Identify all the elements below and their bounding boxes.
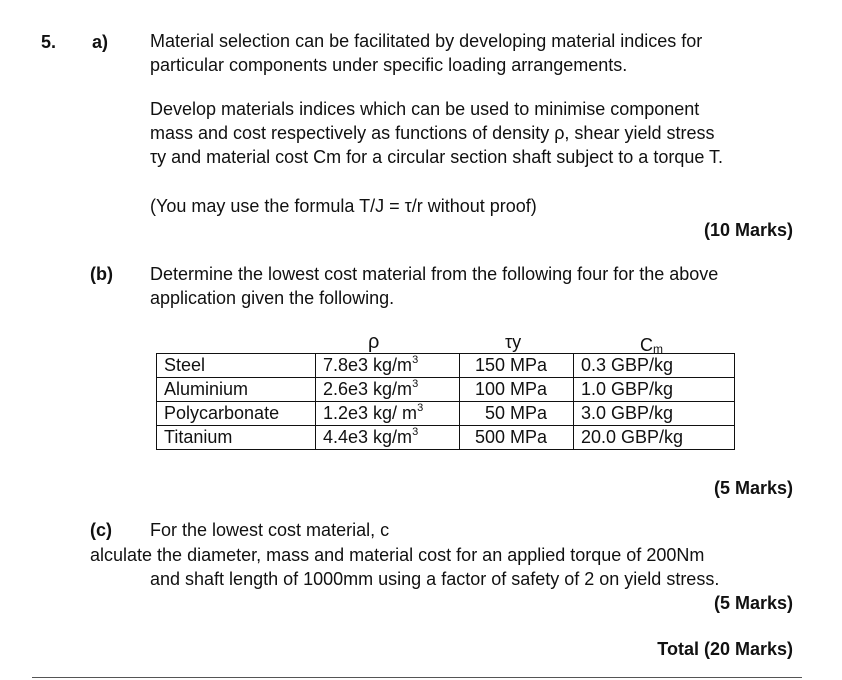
shear-yield-cell: 50 MPa	[460, 402, 574, 426]
density-exponent: 3	[412, 354, 419, 366]
table-row	[157, 402, 735, 426]
table-row	[157, 426, 735, 450]
part-a-text-line: τy and material cost Cm for a circular section shaft subject to a torque T.	[150, 147, 724, 167]
shear-yield-cell: 150 MPa	[460, 354, 574, 378]
part-c-marks: (5 Marks)	[713, 593, 793, 613]
cost-header-subscript: m	[653, 342, 663, 356]
material-name-cell: Titanium	[157, 426, 316, 450]
part-b-text-line: Determine the lowest cost material from the following four for the above	[150, 264, 719, 284]
part-a-text-line: Material selection can be facilitated by developing material indices for	[150, 31, 703, 51]
part-b-text-line: application given the following.	[150, 288, 395, 308]
question-number: 5.	[41, 32, 57, 52]
cost-cell: 20.0 GBP/kg	[574, 426, 735, 450]
cost-cell: 3.0 GBP/kg	[574, 402, 735, 426]
material-name-cell: Polycarbonate	[157, 402, 316, 426]
density-cell	[316, 426, 460, 450]
part-b-label: (b)	[90, 264, 113, 284]
shear-yield-cell: 500 MPa	[460, 426, 574, 450]
part-a-text-line: mass and cost respectively as functions of density ρ, shear yield stress	[150, 123, 715, 143]
cost-cell: 1.0 GBP/kg	[574, 378, 735, 402]
part-c-text-line: alculate the diameter, mass and material cost for an applied torque of 200Nm	[90, 545, 705, 565]
table-header-density: ρ	[368, 331, 380, 353]
material-properties-table	[156, 353, 735, 450]
bottom-divider	[32, 677, 802, 678]
table-header-shear-yield: τy	[505, 332, 522, 352]
density-value: 2.6e3 kg/m	[323, 379, 413, 399]
cost-cell: 0.3 GBP/kg	[574, 354, 735, 378]
part-a-marks: (10 Marks)	[703, 220, 793, 240]
part-a-text-line: particular components under specific loading arrangements.	[150, 55, 628, 75]
density-exponent: 3	[412, 378, 419, 390]
density-value: 4.4e3 kg/m	[323, 427, 413, 447]
density-cell	[316, 354, 460, 378]
part-c-text-line: and shaft length of 1000mm using a factor of safety of 2 on yield stress.	[150, 569, 720, 589]
part-a-text-line: Develop materials indices which can be used to minimise component	[150, 99, 700, 119]
part-b-marks: (5 Marks)	[713, 478, 793, 498]
part-c-text-line: For the lowest cost material, c	[150, 520, 390, 540]
material-name-cell: Aluminium	[157, 378, 316, 402]
cost-header-symbol: C	[640, 335, 653, 355]
density-cell	[316, 402, 460, 426]
density-cell	[316, 378, 460, 402]
shear-yield-cell: 100 MPa	[460, 378, 574, 402]
part-c-label: (c)	[90, 520, 112, 540]
density-exponent: 3	[412, 426, 419, 438]
total-marks: Total (20 Marks)	[657, 639, 793, 659]
part-a-label: a)	[92, 32, 109, 52]
part-a-formula-note: (You may use the formula T/J = τ/r without proof)	[150, 196, 537, 216]
table-row	[157, 354, 735, 378]
table-row	[157, 378, 735, 402]
density-value: 1.2e3 kg/ m	[323, 403, 418, 423]
density-exponent: 3	[417, 402, 424, 414]
density-value: 7.8e3 kg/m	[323, 355, 413, 375]
material-name-cell: Steel	[157, 354, 316, 378]
